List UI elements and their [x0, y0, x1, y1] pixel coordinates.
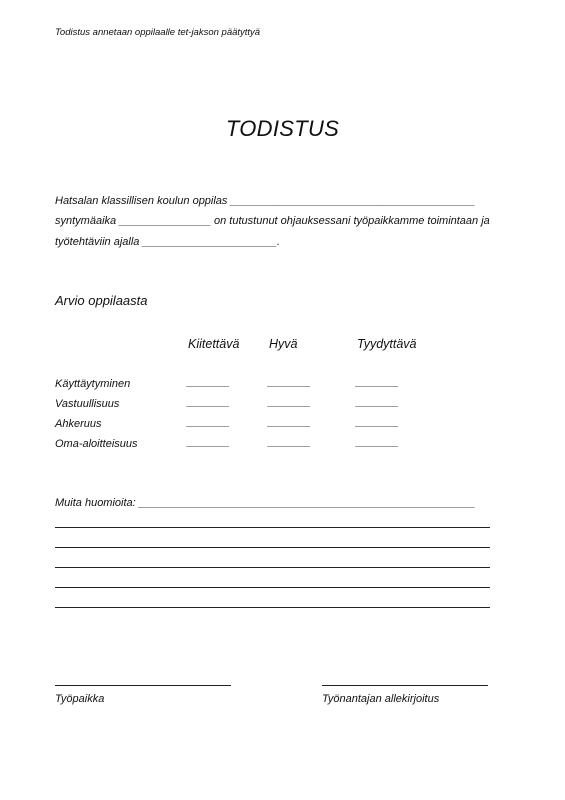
remarks-line	[55, 527, 490, 528]
employer-signature-label: Työnantajan allekirjoitus	[322, 693, 440, 705]
rating-blank-satisfactory: _______	[356, 436, 399, 448]
evaluation-heading: Arvio oppilaasta	[55, 293, 148, 308]
remarks-line	[55, 567, 490, 568]
remarks-label: Muita huomioita: _______________________________________________________	[55, 497, 476, 509]
remarks-line	[55, 607, 490, 608]
document-title: TODISTUS	[225, 116, 340, 141]
workplace-label: Työpaikka	[55, 693, 105, 705]
workplace-signature-line	[55, 685, 231, 686]
rating-blank-excellent: _______	[187, 436, 230, 448]
criterion-label: Ahkeruus	[55, 418, 102, 430]
rating-blank-satisfactory: _______	[356, 376, 399, 388]
employer-signature-line	[322, 685, 488, 686]
rating-blank-good: _______	[268, 416, 311, 428]
remarks-line	[55, 587, 490, 588]
column-header-good: Hyvä	[269, 337, 298, 351]
column-header-satisfactory: Tyydyttävä	[357, 337, 417, 351]
rating-blank-good: _______	[268, 436, 311, 448]
intro-line-period: työtehtäviin ajalla ______________________.	[55, 236, 281, 248]
intro-line-student: Hatsalan klassillisen koulun oppilas ________________________________________	[55, 195, 476, 207]
header-note: Todistus annetaan oppilaalle tet-jakson päätyttyä	[55, 27, 261, 38]
remarks-line	[55, 547, 490, 548]
rating-blank-good: _______	[268, 376, 311, 388]
criterion-label: Käyttäytyminen	[55, 378, 131, 390]
rating-blank-excellent: _______	[187, 416, 230, 428]
rating-blank-satisfactory: _______	[356, 416, 399, 428]
criterion-label: Oma-aloitteisuus	[55, 438, 138, 450]
rating-blank-excellent: _______	[187, 396, 230, 408]
rating-blank-satisfactory: _______	[356, 396, 399, 408]
rating-blank-excellent: _______	[187, 376, 230, 388]
intro-line-birthdate: syntymäaika _______________ on tutustunut ohjauksessani työpaikkamme toimintaan ja	[55, 215, 490, 227]
column-header-excellent: Kiitettävä	[188, 337, 240, 351]
rating-blank-good: _______	[268, 396, 311, 408]
criterion-label: Vastuullisuus	[55, 398, 120, 410]
